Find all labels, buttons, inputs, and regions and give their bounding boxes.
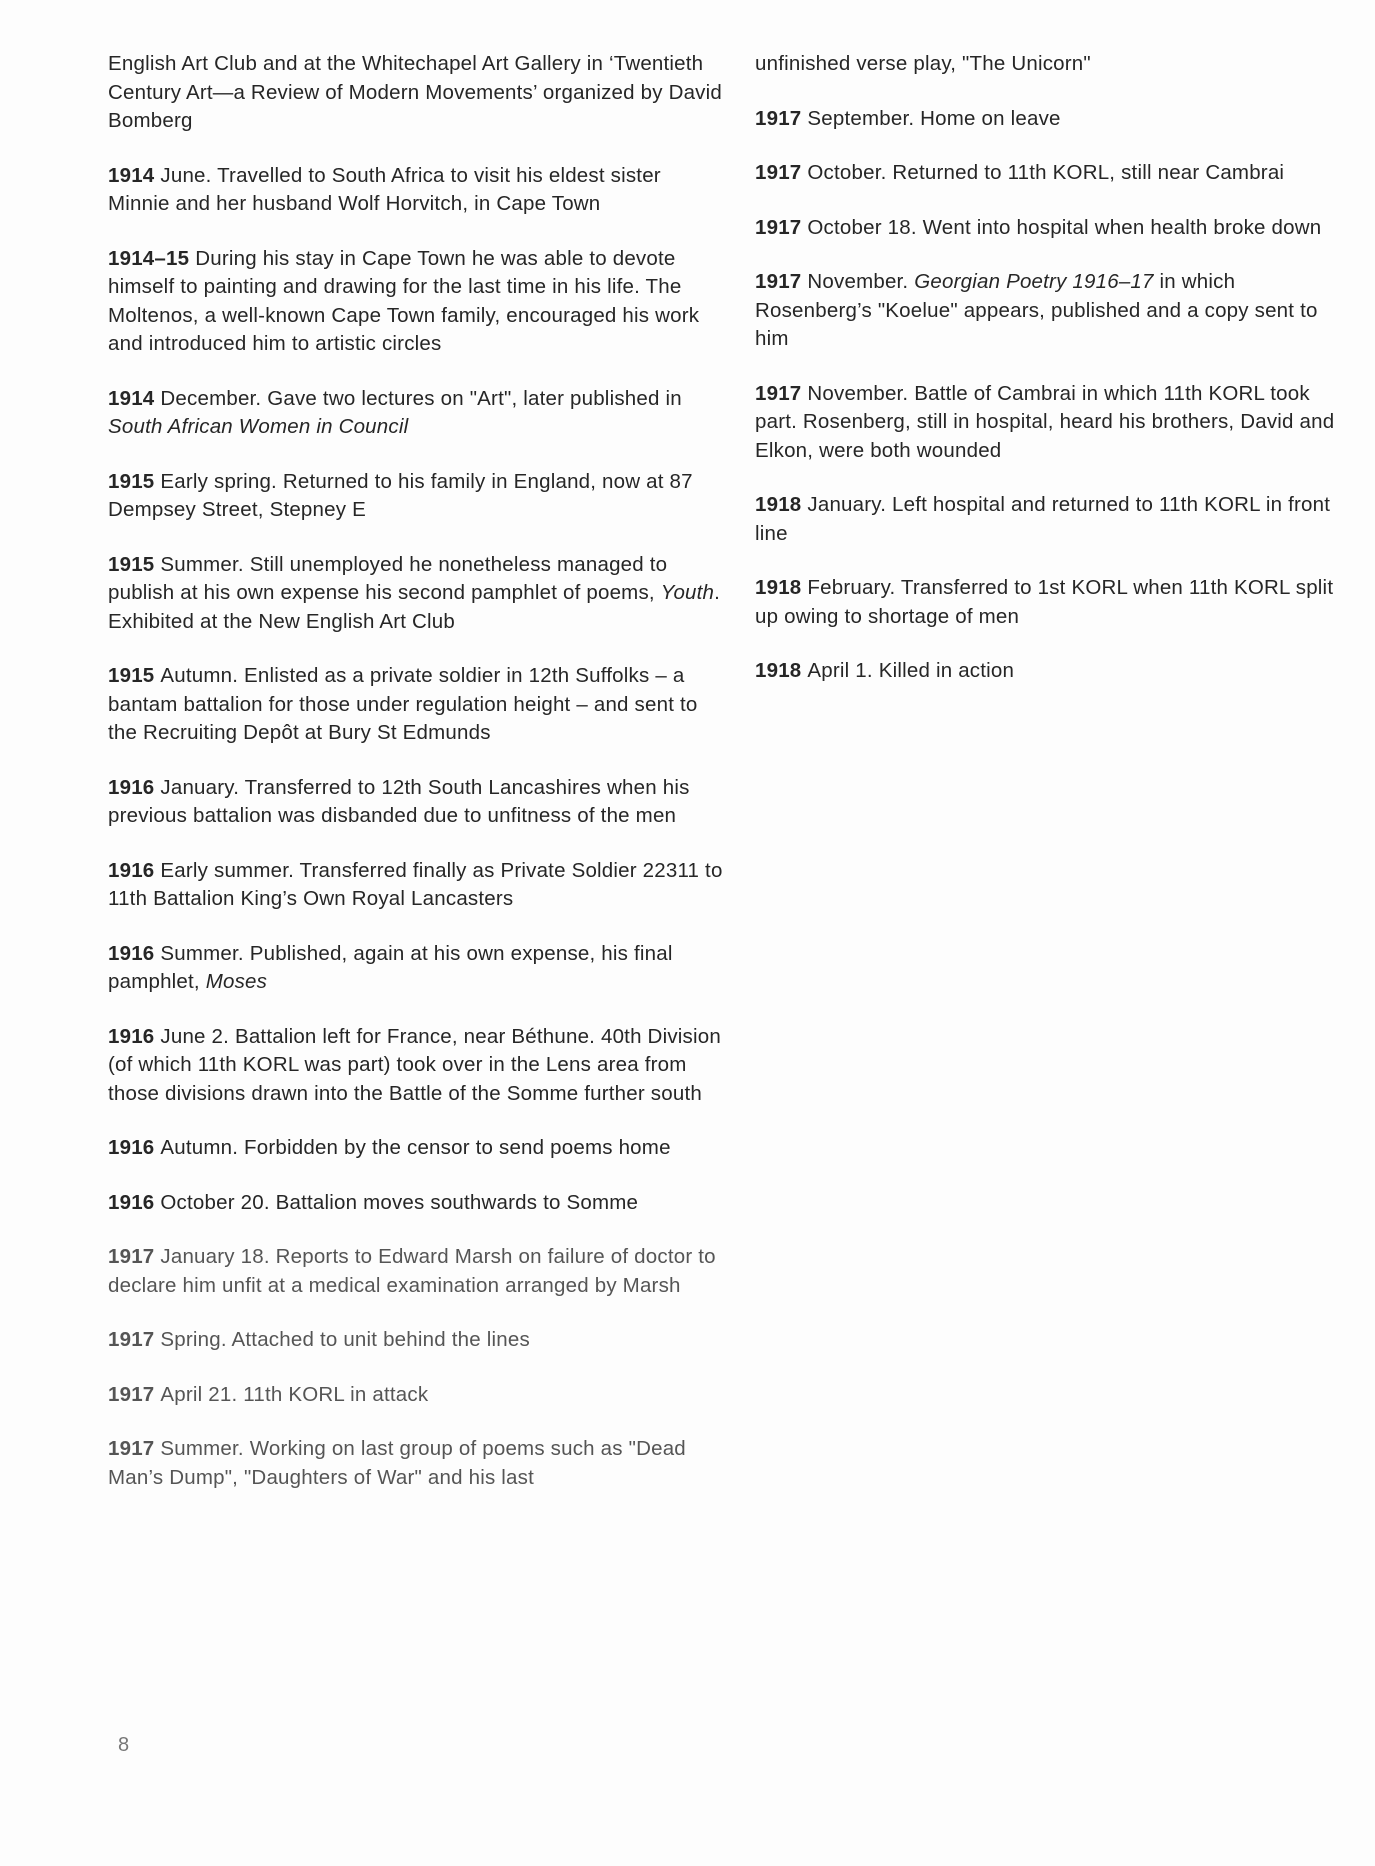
entry-year: 1916	[108, 775, 155, 799]
entry-year: 1916	[108, 941, 155, 965]
chronology-entry	[108, 1435, 728, 1492]
entry-title-italic: South African Women in Council	[108, 415, 409, 438]
entry-text: January 18. Reports to Edward Marsh on failure of doctor to declare him unfit at a medical examination arranged by Marsh	[108, 1245, 716, 1297]
entry-text: Early summer. Transferred finally as Private Soldier 22311 to 11th Battalion King’s Own Royal Lancasters	[108, 858, 723, 910]
entry-text: October 18. Went into hospital when health broke down	[807, 215, 1322, 239]
chronology-entry	[108, 1381, 728, 1410]
entry-year: 1915	[108, 552, 155, 576]
entry-text: April 1. Killed in action	[807, 659, 1015, 682]
chronology-entry	[108, 1326, 728, 1355]
chronology-entry	[755, 380, 1335, 466]
entry-year: 1914–15	[108, 246, 190, 270]
entry-year: 1916	[108, 1136, 155, 1159]
entry-year: 1917	[108, 1245, 155, 1268]
entry-year: 1917	[755, 161, 802, 184]
chronology-entry	[755, 50, 1335, 79]
chronology-entry	[108, 162, 728, 219]
entry-year: 1917	[108, 1437, 155, 1460]
entry-text: September. Home on leave	[807, 106, 1061, 130]
entry-text: June. Travelled to South Africa to visit his eldest sister Minnie and her husband Wolf Horvitch, in Cape Town	[108, 163, 661, 215]
left-column	[108, 50, 728, 1518]
entry-text: Early spring. Returned to his family in England, now at 87 Dempsey Street, Stepney E	[108, 469, 693, 521]
entry-text: During his stay in Cape Town he was able to devote himself to painting and drawing for the last time in his life. The Moltenos, a well-known Cape Town family, encouraged his work and introduced him to artistic circles	[108, 246, 700, 355]
chronology-entry	[108, 662, 728, 748]
entry-title-italic: Youth	[660, 581, 715, 604]
entry-text: February. Transferred to 1st KORL when 11th KORL split up owing to shortage of men	[755, 576, 1334, 628]
entry-text: Autumn. Forbidden by the censor to send poems home	[160, 1136, 671, 1159]
chronology-entry	[108, 857, 728, 914]
entry-text-continued: in which Rosenberg’s "Koelue" appears, published and a copy sent to him	[755, 270, 1318, 350]
entry-text: November.	[807, 270, 909, 293]
chronology-entry	[755, 214, 1335, 243]
chronology-entry	[755, 268, 1335, 354]
entry-text: Autumn. Enlisted as a private soldier in 12th Suffolks – a bantam battalion for those under regulation height – and sent to the Recruiting Depôt at Bury St Edmunds	[108, 664, 698, 744]
entry-year: 1916	[108, 858, 155, 882]
entry-text: April 21. 11th KORL in attack	[160, 1382, 429, 1406]
entry-year: 1915	[108, 664, 155, 687]
chronology-entry	[755, 574, 1335, 631]
entry-year: 1914	[108, 386, 155, 410]
entry-year: 1918	[755, 576, 802, 599]
entry-text: January. Left hospital and returned to 11th KORL in front line	[755, 493, 1331, 545]
chronology-entry	[755, 159, 1335, 188]
chronology-entry	[108, 1134, 728, 1163]
chronology-entry	[108, 551, 728, 637]
chronology-entry	[108, 1243, 728, 1300]
chronology-entry	[108, 385, 728, 442]
entry-text: October. Returned to 11th KORL, still near Cambrai	[807, 161, 1285, 184]
entry-title-italic: Georgian Poetry 1916–17	[914, 270, 1154, 293]
chronology-entry	[108, 774, 728, 831]
chronology-entry	[755, 491, 1335, 548]
chronology-entry	[108, 245, 728, 359]
entry-text: English Art Club and at the Whitechapel Art Gallery in ‘Twentieth Century Art—a Review of Modern Movements’ organized by David Bomberg	[108, 52, 722, 132]
chronology-entry	[108, 1189, 728, 1218]
entry-year: 1917	[108, 1328, 155, 1351]
right-column	[755, 50, 1335, 712]
chronology-entry	[108, 940, 728, 997]
entry-year: 1918	[755, 493, 802, 516]
chronology-entry	[108, 468, 728, 525]
chronology-entry	[755, 657, 1335, 686]
entry-year: 1915	[108, 469, 155, 493]
entry-text: Summer. Working on last group of poems such as "Dead Man’s Dump", "Daughters of War" and his last	[108, 1437, 686, 1489]
entry-year: 1916	[108, 1190, 155, 1214]
entry-text: Summer. Published, again at his own expense, his final pamphlet,	[108, 941, 673, 993]
entry-text: December. Gave two lectures on "Art", later published in	[160, 386, 682, 410]
page-number: 8	[118, 1734, 130, 1756]
entry-text: Summer. Still unemployed he nonetheless managed to publish at his own expense his second pamphlet of poems,	[108, 552, 668, 604]
entry-year: 1917	[755, 215, 802, 239]
entry-text: Spring. Attached to unit behind the lines	[160, 1328, 530, 1351]
chronology-entry	[108, 50, 728, 136]
entry-year: 1918	[755, 659, 802, 682]
entry-year: 1914	[108, 163, 155, 187]
entry-year: 1917	[755, 270, 802, 293]
chronology-entry	[108, 1023, 728, 1109]
entry-text: November. Battle of Cambrai in which 11th KORL took part. Rosenberg, still in hospital, heard his brothers, David and Elkon, were both wounded	[755, 381, 1335, 462]
entry-text: January. Transferred to 12th South Lancashires when his previous battalion was disbanded due to unfitness of the men	[108, 775, 690, 827]
entry-text: June 2. Battalion left for France, near Béthune. 40th Division (of which 11th KORL was part) took over in the Lens area from those divisions drawn into the Battle of the Somme further south	[108, 1024, 721, 1105]
entry-text: October 20. Battalion moves southwards to Somme	[160, 1190, 639, 1214]
entry-year: 1916	[108, 1024, 155, 1048]
entry-text: unfinished verse play, "The Unicorn"	[755, 52, 1091, 75]
entry-text-continued: . Exhibited at the New English Art Club	[108, 581, 721, 633]
entry-title-italic: Moses	[205, 970, 268, 993]
entry-year: 1917	[108, 1382, 155, 1406]
entry-year: 1917	[755, 381, 802, 405]
entry-year: 1917	[755, 106, 802, 130]
chronology-entry	[755, 105, 1335, 134]
